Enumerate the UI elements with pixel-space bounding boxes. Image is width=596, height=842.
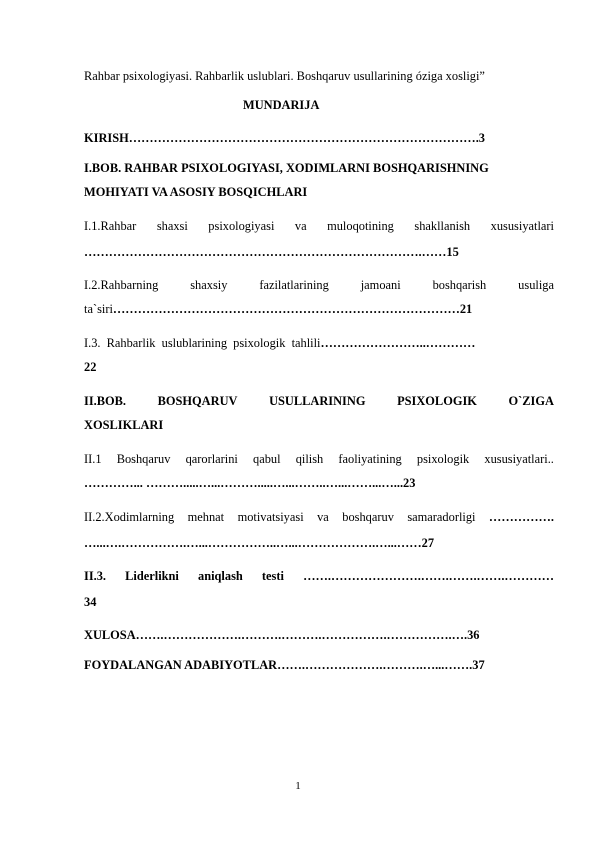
toc-section-1-3-page: 22 (84, 360, 97, 374)
toc-word: I.3. (84, 336, 101, 350)
toc-word: usuliga (518, 278, 554, 292)
toc-word: qabul (253, 452, 281, 466)
toc-word: boshqaruv (342, 510, 394, 524)
toc-section-1-1-line1 (84, 218, 554, 234)
toc-chapter1-line2: MOHIYATI VA ASOSIY BOSQICHLARI (84, 185, 308, 199)
toc-section-2-3-page: 34 (84, 595, 97, 609)
toc-word: faoliyatining (338, 452, 402, 466)
toc-word: psixologiyasi (208, 219, 275, 233)
page-title: MUNDARIJA (243, 98, 320, 112)
toc-section-1-3-line1 (84, 335, 554, 351)
toc-kirish: KIRISH………………………………………………………………………….3 (84, 131, 485, 145)
toc-word: II.1 (84, 452, 102, 466)
toc-word: psixologik (233, 336, 286, 350)
toc-section-1-1-line2: ……………………………………………………………………….……15 (84, 245, 459, 259)
toc-word: II.3. (84, 569, 107, 583)
toc-word: I.1.Rahbar (84, 219, 137, 233)
toc-word: jamoani (360, 278, 401, 292)
toc-word: aniqlash (198, 569, 243, 583)
toc-section-2-3-line1 (84, 568, 554, 584)
toc-word: xususiyatlari.. (484, 452, 554, 466)
document-header: Rahbar psixologiyasi. Rahbarlik uslublari. Boshqaruv usullarining óziga xosligi” (84, 69, 485, 83)
toc-word: va (317, 510, 329, 524)
toc-section-1-2-line2 (84, 301, 554, 317)
toc-word: Liderlikni (125, 569, 179, 583)
toc-section-1-2-line1 (84, 277, 554, 293)
toc-word: mehnat (187, 510, 225, 524)
toc-section-2-2-line1 (84, 509, 554, 525)
toc-word: motivatsiyasi (237, 510, 304, 524)
toc-adabiyotlar: FOYDALANGAN ADABIYOTLAR…….……………….……….…...…….37 (84, 658, 485, 672)
toc-word: boshqarish (432, 278, 487, 292)
toc-word: uslublarining (161, 336, 228, 350)
toc-word: fazilatlarining (259, 278, 329, 292)
toc-word: shakllanish (414, 219, 471, 233)
toc-word: II.2.Xodimlarning (84, 510, 175, 524)
toc-chapter2-line1 (84, 393, 554, 409)
toc-leader-dots: ……………………..………… (320, 336, 476, 350)
toc-word: tahlili (291, 336, 321, 350)
toc-word: qilish (295, 452, 324, 466)
toc-word: qarorlarini (185, 452, 238, 466)
toc-word: I.2.Rahbarning (84, 278, 159, 292)
toc-section-2-1-line1 (84, 451, 554, 467)
toc-leader-dots: ……………. (488, 510, 554, 524)
toc-word: testi (261, 569, 284, 583)
toc-chapter2-line2: XOSLIKLARI (84, 418, 164, 432)
toc-word: II.BOB. (84, 394, 127, 408)
toc-word: Boshqaruv (116, 452, 171, 466)
toc-word: psixologik (416, 452, 470, 466)
toc-word: muloqotining (327, 219, 394, 233)
page-number: 1 (295, 780, 301, 792)
toc-text: ta`siri (84, 302, 113, 316)
toc-leader-dots: …………………………………………………………………………21 (112, 302, 473, 316)
toc-word: PSIXOLOGIK (397, 394, 477, 408)
toc-word: O`ZIGA (508, 394, 554, 408)
toc-word: BOSHQARUV (157, 394, 238, 408)
toc-chapter1-line1: I.BOB. RAHBAR PSIXOLOGIYASI, XODIMLARNI BOSHQARISHNING (84, 161, 489, 175)
toc-section-2-1-line2: …………... ……….....…...……….....…...……..…...……...…...23 (84, 476, 416, 490)
toc-word: shaxsiy (190, 278, 228, 292)
toc-word: shaxsi (156, 219, 188, 233)
toc-word: samaradorligi (407, 510, 476, 524)
toc-section-2-2-line2: …...….…………….…...……………..…...……………….…...……27 (84, 536, 435, 550)
toc-word: xususiyatlari (490, 219, 554, 233)
toc-leader-dots: …….………………….…….…….…….………… (303, 569, 554, 583)
toc-xulosa: XULOSA…….……………….……….……….…………….…………….….36 (84, 628, 480, 642)
toc-word: USULLARINING (269, 394, 366, 408)
toc-word: va (294, 219, 307, 233)
toc-word: Rahbarlik (106, 336, 156, 350)
